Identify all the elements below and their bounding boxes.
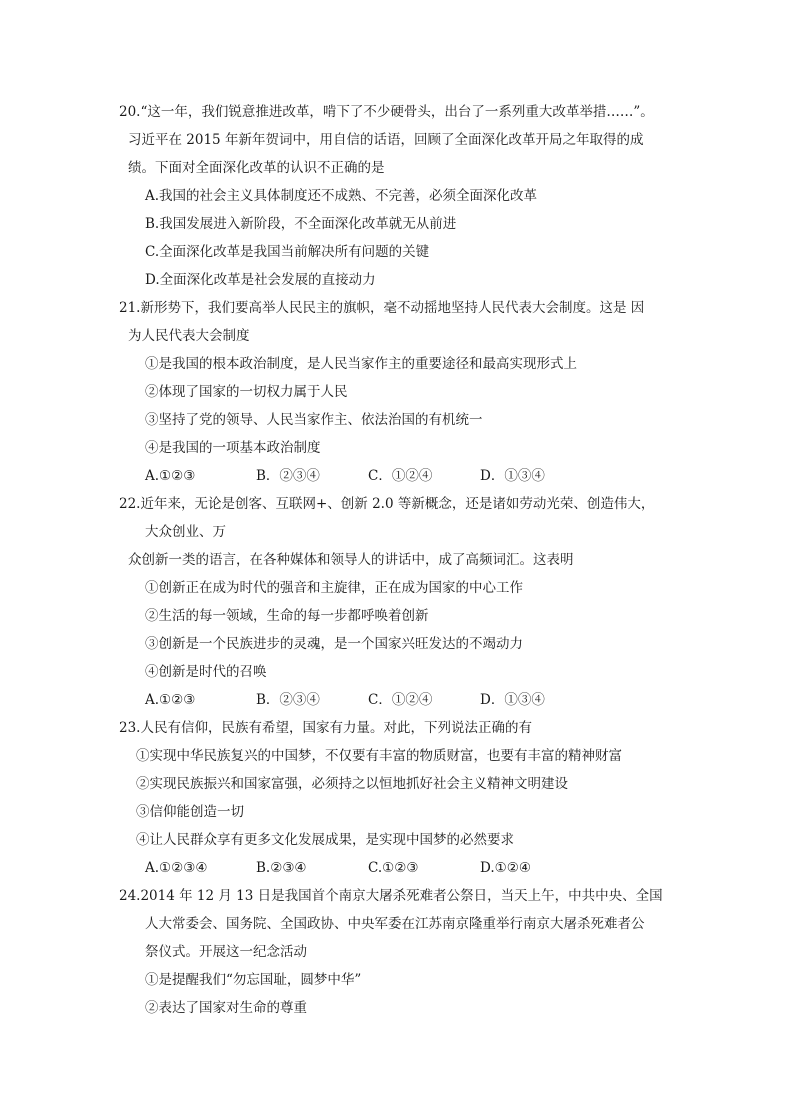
question-20-option-b: B.我国发展进入新阶段，不全面深化改革就无从前进	[145, 216, 457, 232]
question-23-statement-4: ④让人民群众享有更多文化发展成果，是实现中国梦的必然要求	[136, 832, 514, 848]
question-22-stem-line-2: 大众创业、万	[145, 524, 226, 540]
question-22-statement-3: ③创新是一个民族进步的灵魂，是一个国家兴旺发达的不竭动力	[145, 636, 523, 652]
question-23-choice-a: A.①②③④	[145, 860, 208, 876]
question-22-statement-2: ②生活的每一领域，生命的每一步都呼唤着创新	[145, 608, 429, 624]
question-22-stem-line-3: 众创新一类的语言，在各种媒体和领导人的讲话中，成了高频词汇。这表明	[128, 552, 574, 568]
question-21-stem-line-2: 为人民代表大会制度	[128, 328, 250, 344]
question-23-statement-1: ①实现中华民族复兴的中国梦，不仅要有丰富的物质财富，也要有丰富的精神财富	[136, 748, 622, 764]
question-24-stem-line-3: 祭仪式。开展这一纪念活动	[145, 944, 307, 960]
question-20-stem-line-2: 习近平在 2015 年新年贺词中，用自信的话语，回顾了全面深化改革开局之年取得的成	[128, 132, 644, 148]
question-23-choices	[145, 859, 565, 877]
question-20-stem-line-3: 绩。下面对全面深化改革的认识不正确的是	[128, 160, 385, 176]
question-20-stem-line-1: 20.“这一年，我们锐意推进改革，啃下了不少硬骨头，出台了一系列重大改革举措……”。	[119, 104, 654, 120]
question-21-choice-a: A.①②③	[145, 468, 196, 484]
question-21-statement-3: ③坚持了党的领导、人民当家作主、依法治国的有机统一	[145, 412, 483, 428]
question-22-stem-line-1: 22.近年来，无论是创客、互联网+、创新 2.0 等新概念，还是诸如劳动光荣、创造伟大，	[119, 496, 655, 512]
question-21-choice-c: C．①②④	[368, 468, 433, 484]
question-23-choice-d: D.①②④	[480, 860, 531, 876]
question-22-statement-4: ④创新是时代的召唤	[145, 664, 267, 680]
question-21-choices	[145, 467, 565, 485]
question-20-option-d: D.全面深化改革是社会发展的直接动力	[145, 272, 376, 288]
question-20-option-c: C.全面深化改革是我国当前解决所有问题的关键	[145, 244, 430, 260]
question-21-stem-line-1: 21.新形势下，我们要高举人民民主的旗帜，毫不动摇地坚持人民代表大会制度。这是 因	[119, 300, 645, 316]
question-21-statement-2: ②体现了国家的一切权力属于人民	[145, 384, 348, 400]
question-22-choice-b: B．②③④	[256, 692, 320, 708]
question-21-choice-b: B．②③④	[256, 468, 320, 484]
question-23-stem-line-1: 23.人民有信仰，民族有希望，国家有力量。对此，下列说法正确的有	[119, 720, 532, 736]
question-22-choice-c: C．①②④	[368, 692, 433, 708]
question-23-statement-2: ②实现民族振兴和国家富强，必须持之以恒地抓好社会主义精神文明建设	[136, 776, 568, 792]
question-22-choice-d: D．①③④	[480, 692, 545, 708]
question-23-statement-3: ③信仰能创造一切	[136, 804, 244, 820]
question-23-choice-c: C.①②③	[368, 860, 419, 876]
question-24-statement-1: ①是提醒我们“勿忘国耻，圆梦中华”	[145, 972, 362, 988]
question-24-statement-2: ②表达了国家对生命的尊重	[145, 1000, 307, 1016]
question-24-stem-line-1: 24.2014 年 12 月 13 日是我国首个南京大屠杀死难者公祭日，当天上午，中共中央、全国	[119, 888, 663, 904]
question-21-statement-1: ①是我国的根本政治制度，是人民当家作主的重要途径和最高实现形式上	[145, 356, 577, 372]
question-20-option-a: A.我国的社会主义具体制度还不成熟、不完善，必须全面深化改革	[145, 188, 538, 204]
question-24-stem-line-2: 人大常委会、国务院、全国政协、中央军委在江苏南京隆重举行南京大屠杀死难者公	[145, 916, 645, 932]
question-22-choices	[145, 691, 565, 709]
question-23-choice-b: B.②③④	[256, 860, 307, 876]
question-22-statement-1: ①创新正在成为时代的强音和主旋律，正在成为国家的中心工作	[145, 580, 523, 596]
question-22-choice-a: A.①②③	[145, 692, 196, 708]
question-21-statement-4: ④是我国的一项基本政治制度	[145, 440, 321, 456]
question-21-choice-d: D．①③④	[480, 468, 545, 484]
